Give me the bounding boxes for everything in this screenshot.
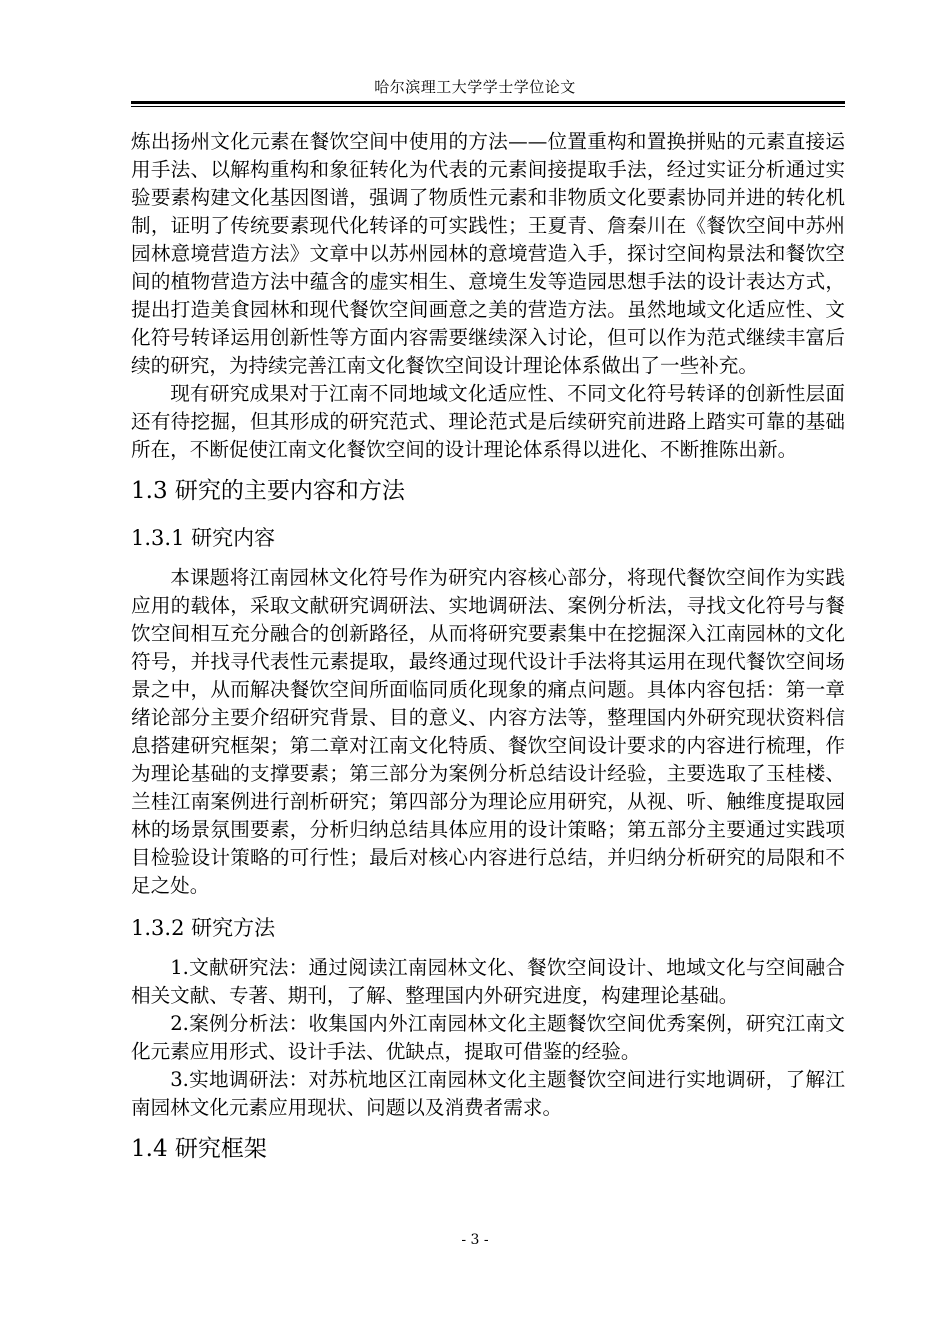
paragraph-method-field: 3.实地调研法：对苏杭地区江南园林文化主题餐饮空间进行实地调研，了解江南园林文化元素应用现状、问题以及消费者需求。: [131, 1068, 845, 1119]
paragraph-research-content: 本课题将江南园林文化符号作为研究内容核心部分，将现代餐饮空间作为实践应用的载体，采取文献研究调研法、实地调研法、案例分析法，寻找文化符号与餐饮空间相互充分融合的创新路径，从而将研究要素集中在挖掘深入江南园林的文化符号，并找寻代表性元素提取，最终通过现代设计手法将其运用在现代餐饮空间场景之中，从而解决餐饮空间所面临同质化现象的痛点问题。具体内容包括：第一章绪论部分主要介绍研究背景、目的意义、内容方法等，整理国内外研究现状资料信息搭建研究框架；第二章对江南文化特质、餐饮空间设计要求的内容进行梳理，作为理论基础的支撑要素；第三部分为案例分析总结设计经验，主要选取了玉桂楼、兰桂江南案例进行剖析研究；第四部分为理论应用研究，从视、听、触维度提取园林的场景氛围要素，分析归纳总结具体应用的设计策略；第五部分主要通过实践项目检验设计策略的可行性；最后对核心内容进行总结，并归纳分析研究的局限和不足之处。: [131, 566, 845, 897]
heading-1-4: 1.4 研究框架: [131, 1136, 267, 1162]
paragraph-continued: 炼出扬州文化元素在餐饮空间中使用的方法——位置重构和置换拼贴的元素直接运用手法、以解构重构和象征转化为代表的元素间接提取手法，经过实证分析通过实验要素构建文化基因图谱，强调了物质性元素和非物质文化要素协同并进的转化机制，证明了传统要素现代化转译的可实践性；王夏青、詹秦川在《餐饮空间中苏州园林意境营造方法》文章中以苏州园林的意境营造入手，探讨空间构景法和餐饮空间的植物营造方法中蕴含的虚实相生、意境生发等造园思想手法的设计表达方式，提出打造美食园林和现代餐饮空间画意之美的营造方法。虽然地域文化适应性、文化符号转译运用创新性等方面内容需要继续深入讨论，但可以作为范式继续丰富后续的研究，为持续完善江南文化餐饮空间设计理论体系做出了一些补充。: [131, 130, 845, 377]
header-rule-thin: [131, 106, 845, 107]
header-rule-thick: [131, 101, 845, 104]
heading-1-3-1: 1.3.1 研究内容: [131, 526, 276, 550]
paragraph-research-summary: 现有研究成果对于江南不同地域文化适应性、不同文化符号转译的创新性层面还有待挖掘，但其形成的研究范式、理论范式是后续研究前进路上踏实可靠的基础所在，不断促使江南文化餐饮空间的设计理论体系得以进化、不断推陈出新。: [131, 382, 845, 461]
page-number: - 3 -: [461, 1232, 489, 1248]
heading-1-3: 1.3 研究的主要内容和方法: [131, 478, 405, 504]
page-body: [131, 128, 845, 1164]
paragraph-method-literature: 1.文献研究法：通过阅读江南园林文化、餐饮空间设计、地域文化与空间融合相关文献、专著、期刊，了解、整理国内外研究进度，构建理论基础。: [131, 956, 845, 1007]
running-header: 哈尔滨理工大学学士学位论文: [374, 78, 576, 96]
paragraph-method-case: 2.案例分析法：收集国内外江南园林文化主题餐饮空间优秀案例，研究江南文化元素应用形式、设计手法、优缺点，提取可借鉴的经验。: [131, 1012, 845, 1063]
heading-1-3-2: 1.3.2 研究方法: [131, 916, 276, 940]
